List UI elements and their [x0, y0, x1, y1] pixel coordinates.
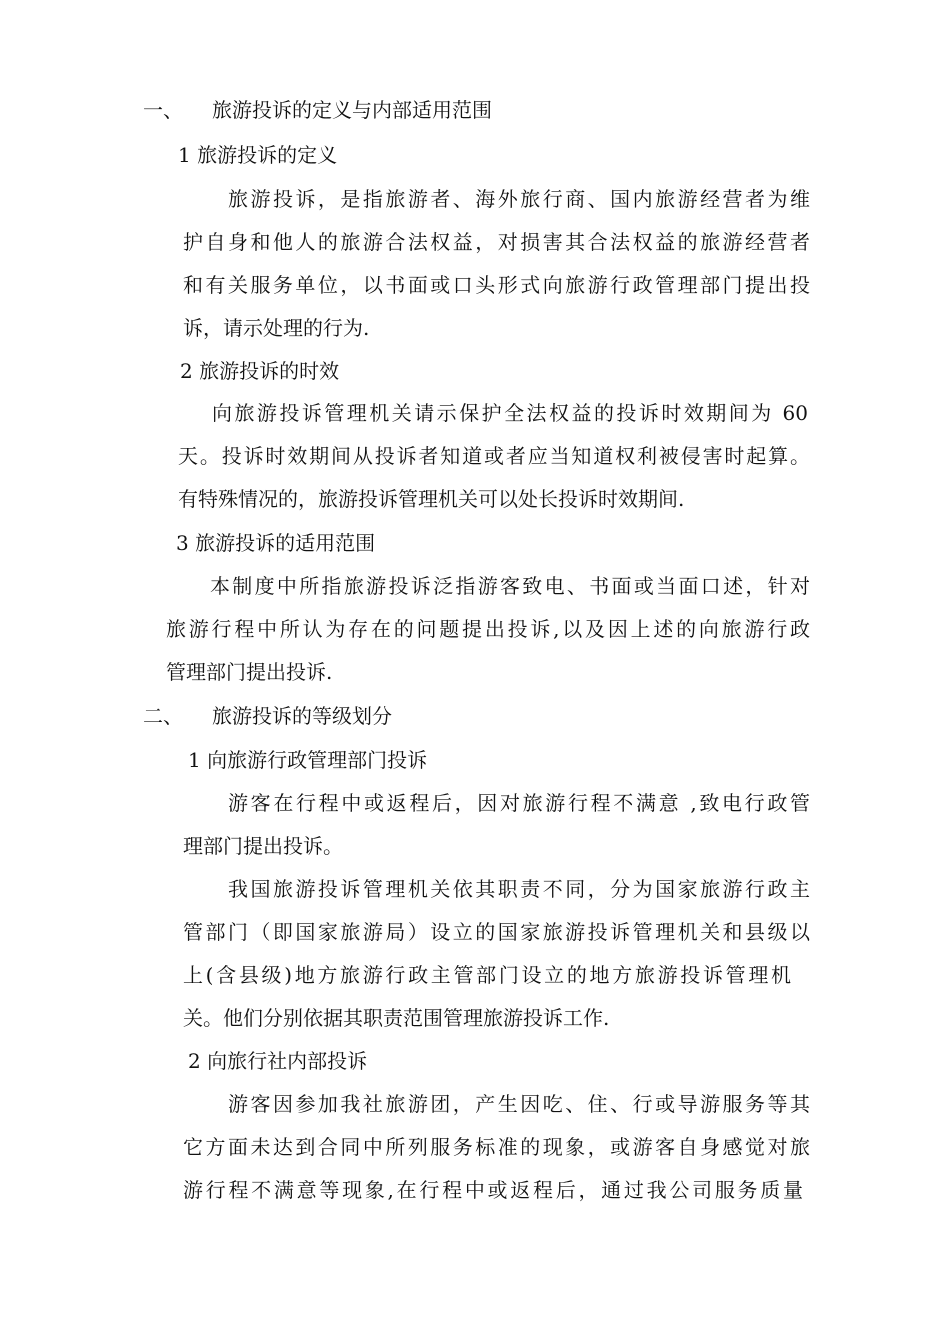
paragraph-line: 关。他们分别依据其职责范围管理旅游投诉工作.: [183, 1006, 610, 1030]
subsection-heading: 3 旅游投诉的适用范围: [176, 531, 376, 555]
paragraph-line: 向旅游投诉管理机关请示保护全法权益的投诉时效期间为 60: [212, 401, 808, 425]
paragraph-line: 管理部门提出投诉.: [166, 660, 333, 684]
paragraph-line: 旅游投诉，是指旅游者、海外旅行商、国内旅游经营者为维: [228, 187, 810, 211]
paragraph-line: 理部门提出投诉。: [183, 834, 343, 858]
paragraph-line: 它方面未达到合同中所列服务标准的现象，或游客自身感觉对旅: [183, 1135, 810, 1159]
paragraph-line: 我国旅游投诉管理机关依其职责不同，分为国家旅游行政主: [228, 877, 810, 901]
paragraph-line: 上(含县级)地方旅游行政主管部门设立的地方旅游投诉管理机: [183, 963, 791, 987]
paragraph-line: 和有关服务单位，以书面或口头形式向旅游行政管理部门提出投: [183, 273, 810, 297]
paragraph-line: 天。投诉时效期间从投诉者知道或者应当知道权利被侵害时起算。: [178, 444, 810, 468]
section-title: 旅游投诉的等级划分: [212, 704, 392, 728]
subsection-heading: 1 向旅游行政管理部门投诉: [188, 748, 428, 772]
subsection-heading: 2 向旅行社内部投诉: [188, 1049, 368, 1073]
paragraph-line: 诉，请示处理的行为.: [183, 316, 370, 340]
paragraph-line: 管部门（即国家旅游局）设立的国家旅游投诉管理机关和县级以: [183, 920, 810, 944]
section-number: 二、: [143, 704, 183, 728]
paragraph-line: 旅游行程中所认为存在的问题提出投诉,以及因上述的向旅游行政: [166, 617, 810, 641]
subsection-heading: 1 旅游投诉的定义: [178, 143, 338, 167]
paragraph-line: 游客因参加我社旅游团，产生因吃、住、行或导游服务等其: [228, 1092, 810, 1116]
paragraph-line: 本制度中所指旅游投诉泛指游客致电、书面或当面口述，针对: [210, 574, 810, 598]
subsection-heading: 2 旅游投诉的时效: [180, 359, 340, 383]
section-title: 旅游投诉的定义与内部适用范围: [212, 98, 492, 122]
paragraph-line: 护自身和他人的旅游合法权益，对损害其合法权益的旅游经营者: [183, 230, 810, 254]
paragraph-line: 游行程不满意等现象,在行程中或返程后，通过我公司服务质量: [183, 1178, 803, 1202]
paragraph-line: 有特殊情况的，旅游投诉管理机关可以处长投诉时效期间.: [178, 487, 685, 511]
paragraph-line: 游客在行程中或返程后，因对旅游行程不满意 ,致电行政管: [228, 791, 810, 815]
section-number: 一、: [143, 98, 183, 122]
